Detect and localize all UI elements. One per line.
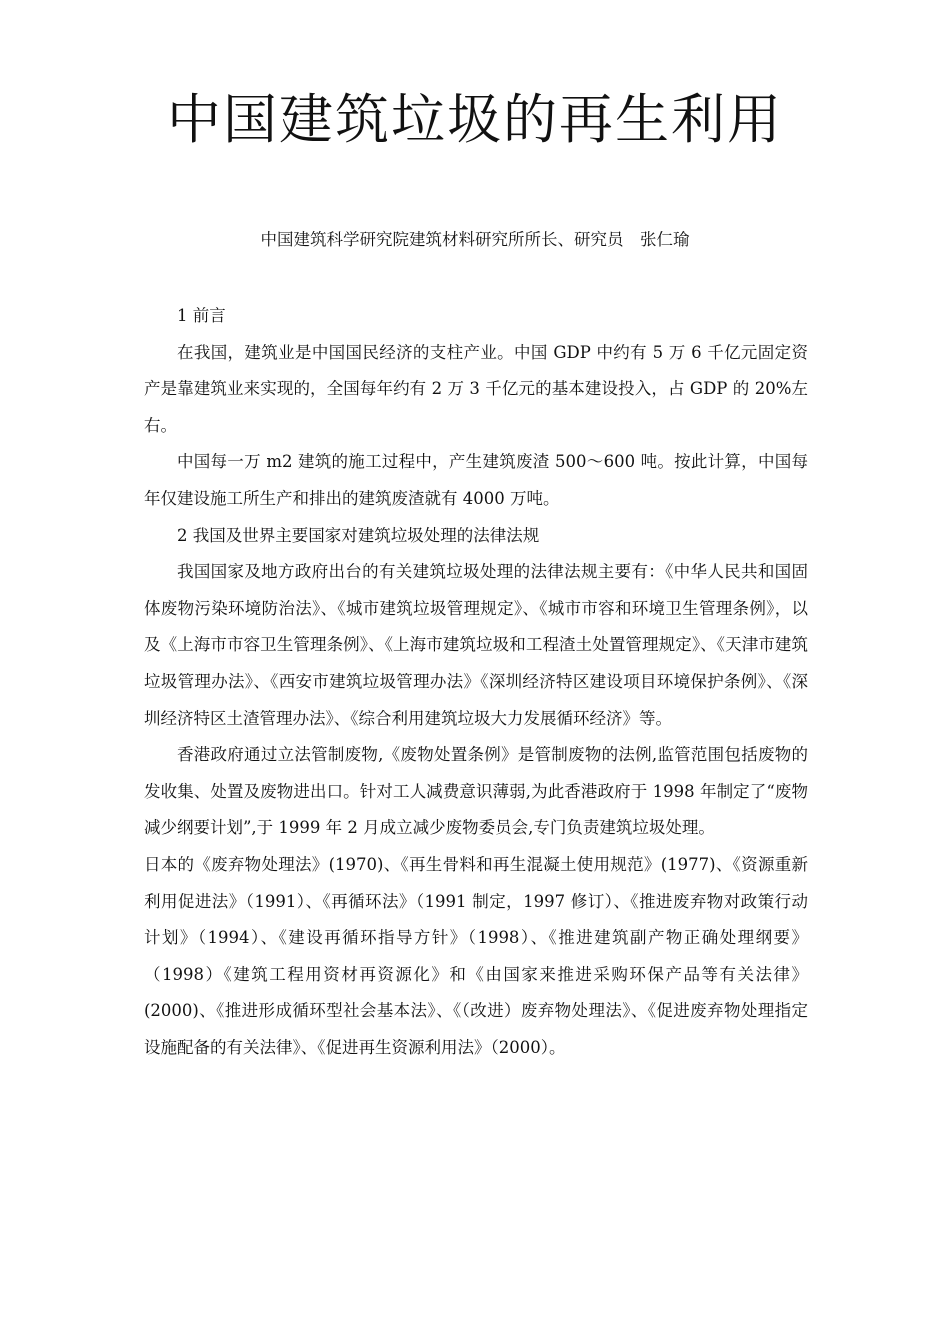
author-line: 中国建筑科学研究院建筑材料研究所所长、研究员 张仁瑜: [260, 230, 690, 249]
document-title: 中国建筑垃圾的再生利用: [167, 88, 783, 151]
document-body: [144, 298, 808, 1066]
section-heading-1: 1 前言: [177, 306, 226, 325]
paragraph-gdp: 在我国，建筑业是中国国民经济的支柱产业。中国 GDP 中约有 5 万 6 千亿元固定资产是靠建筑业来实现的，全国每年约有 2 万 3 千亿元的基本建设投入，占 GDP 的 20%左右。: [144, 342, 808, 435]
paragraph-japan: 日本的《废弃物处理法》(1970)、《再生骨料和再生混凝土使用规范》(1977)、《资源重新利用促进法》（1991）、《再循环法》（1991 制定，1997 修订）、《推进废弃物对政策行动计划》（1994）、《建设再循环指导方针》（1998）、《推进建筑副产物正确处理纲要》（1998）《建筑工程用资材再资源化》和《由国家来推进采购环保产品等有关法律》(2000)、《推进形成循环型社会基本法》、《（改进）废弃物处理法》、《促进废弃物处理指定设施配备的有关法律》、《促进再生资源利用法》（2000）。: [144, 854, 808, 1057]
section-heading-2: 2 我国及世界主要国家对建筑垃圾处理的法律法规: [177, 525, 540, 545]
paragraph-waste-volume: 中国每一万 m2 建筑的施工过程中，产生建筑废渣 500～600 吨。按此计算，中国每年仅建设施工所生产和排出的建筑废渣就有 4000 万吨。: [144, 452, 808, 508]
paragraph-china-laws: 我国国家及地方政府出台的有关建筑垃圾处理的法律法规主要有：《中华人民共和国固体废物污染环境防治法》、《城市建筑垃圾管理规定》、《城市市容和环境卫生管理条例》，以及《上海市市容卫生管理条例》、《上海市建筑垃圾和工程渣土处置管理规定》、《天津市建筑垃圾管理办法》、《西安市建筑垃圾管理办法》《深圳经济特区建设项目环境保护条例》、《深圳经济特区土渣管理办法》、《综合利用建筑垃圾大力发展循环经济》等。: [144, 562, 808, 728]
paragraph-hongkong: 香港政府通过立法管制废物,《废物处置条例》是管制废物的法例,监管范围包括废物的发收集、处置及废物进出口。针对工人减费意识薄弱,为此香港政府于 1998 年制定了“废物减少纲要计划”,于 1999 年 2 月成立减少废物委员会,专门负责建筑垃圾处理。: [144, 745, 808, 838]
